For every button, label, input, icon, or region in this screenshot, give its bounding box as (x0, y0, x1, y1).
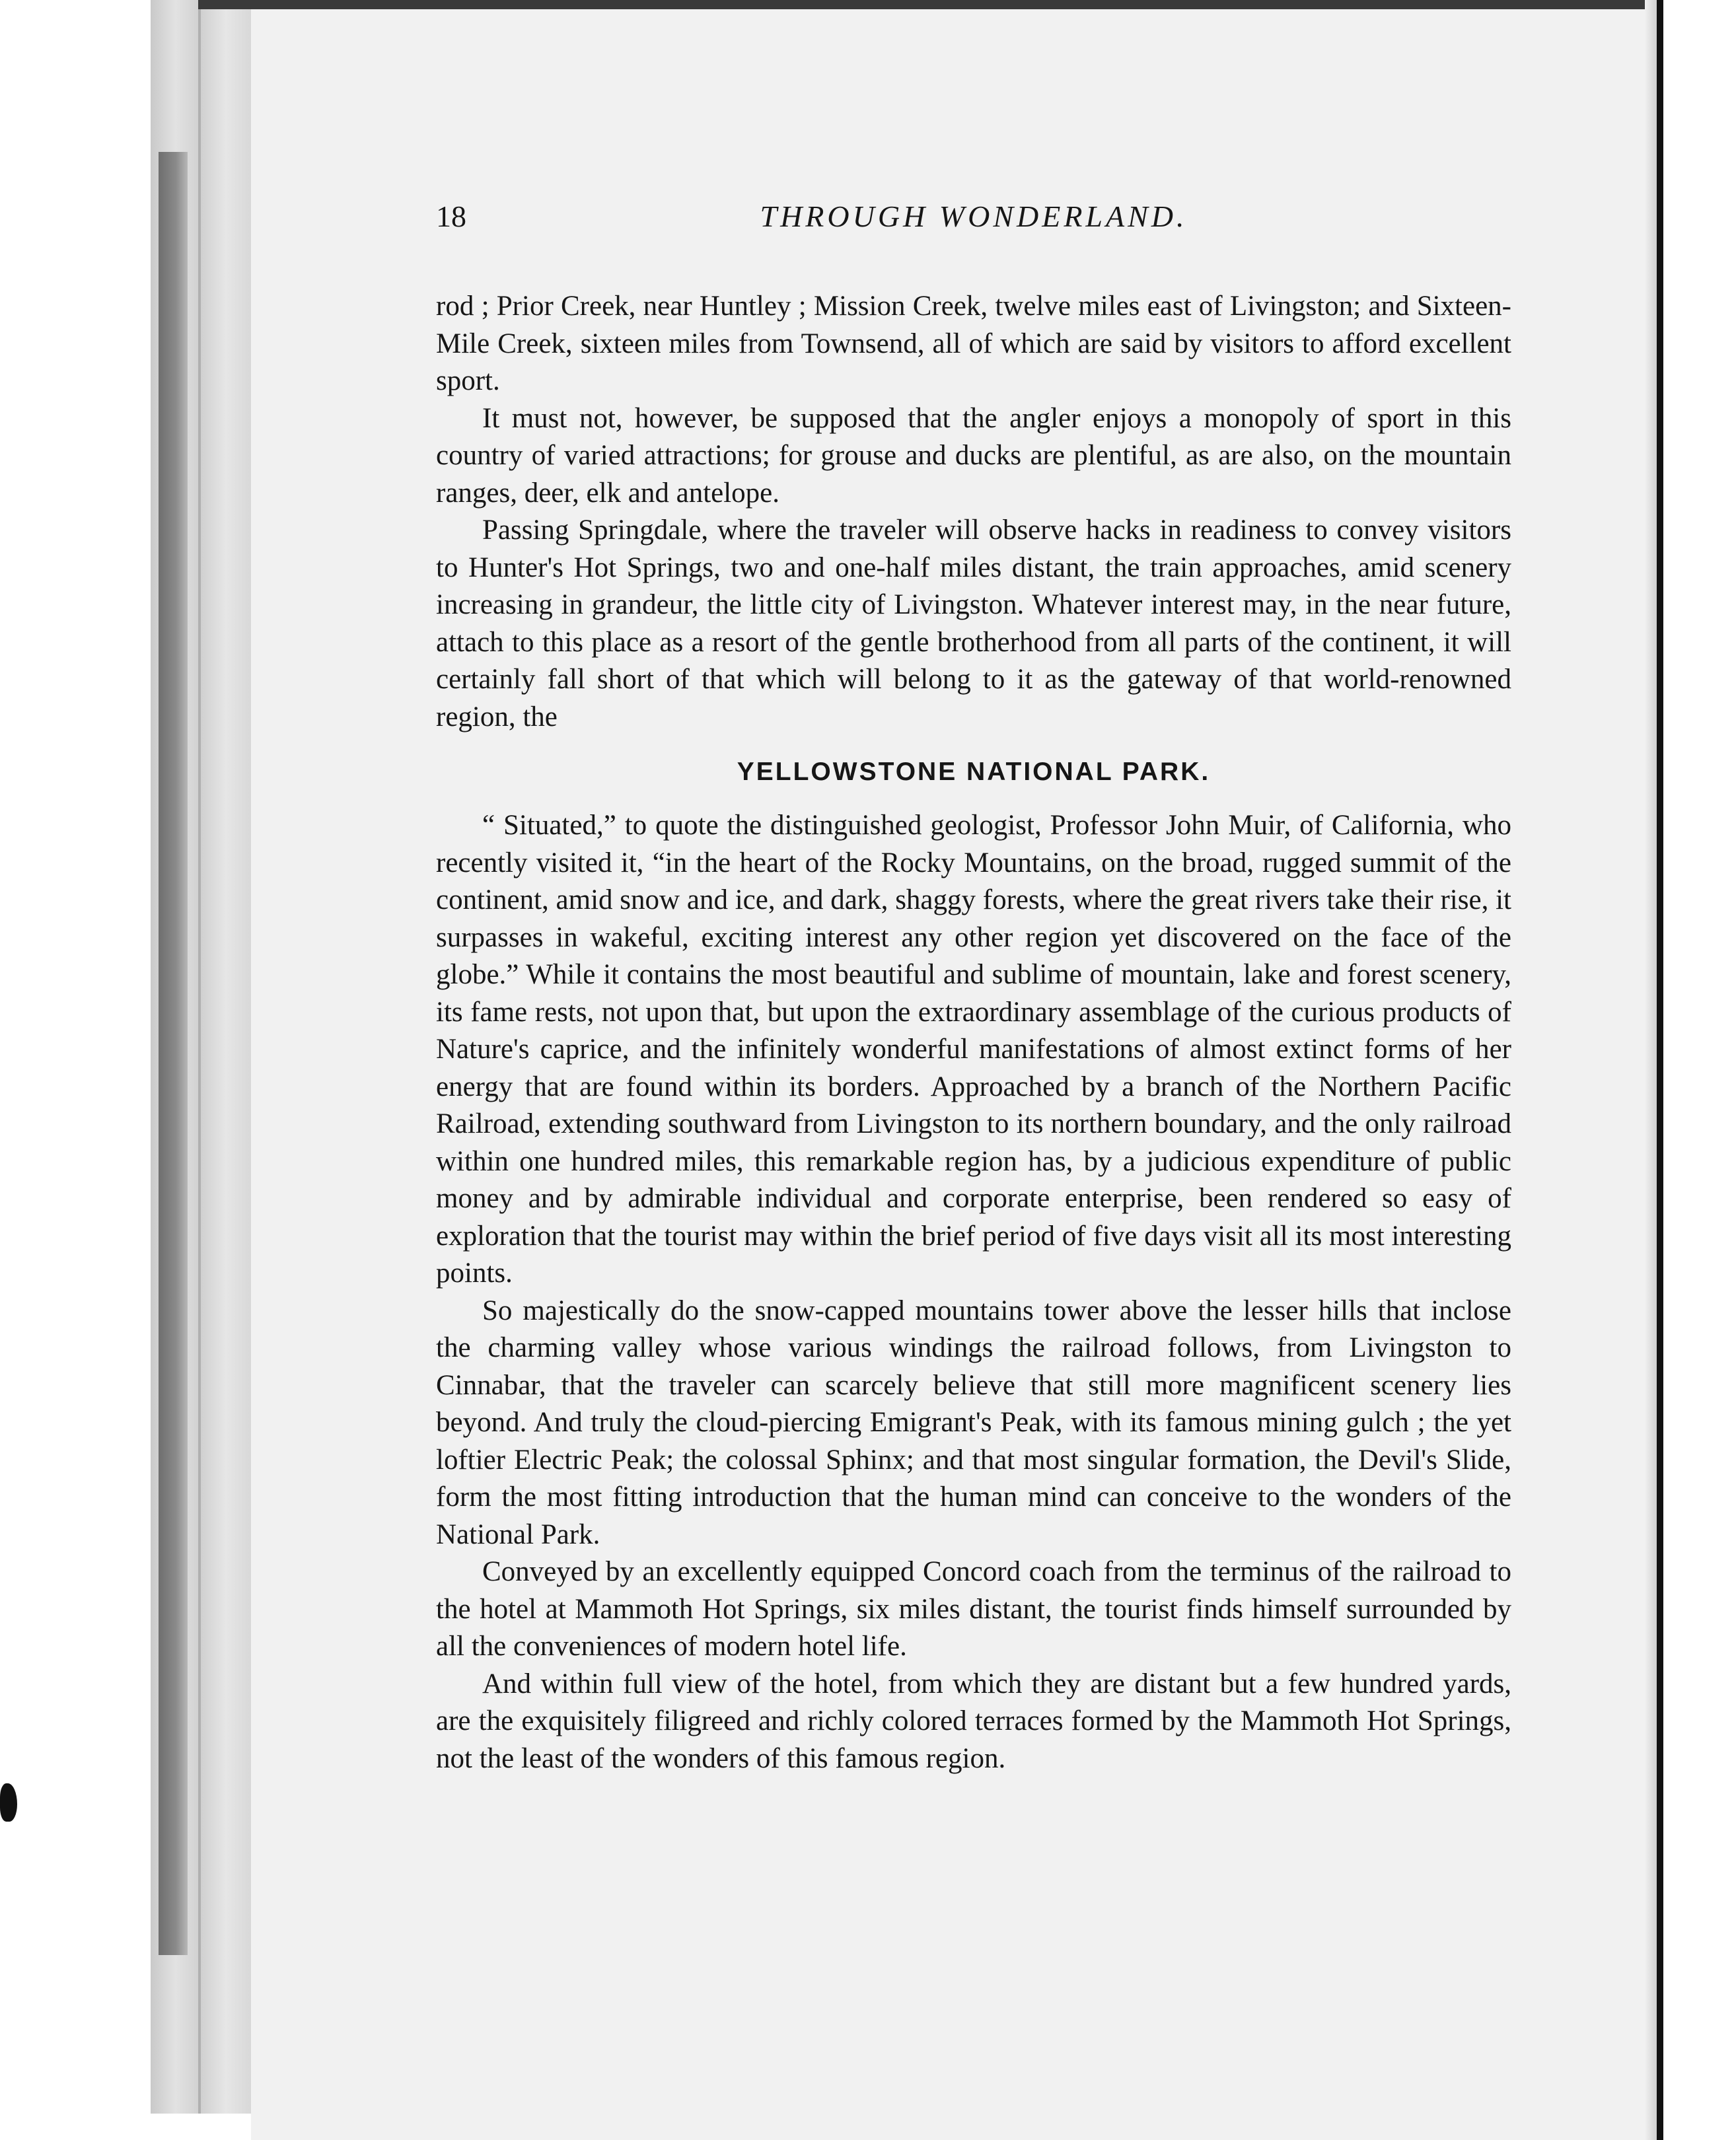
paragraph-continued: rod ; Prior Creek, near Huntley ; Mission Creek, twelve miles east of Livingston; and Sixteen-Mile Creek, sixteen miles from Townsend, all of which are said by visitors to afford excellent sport. (436, 291, 1511, 396)
paragraph: Passing Springdale, where the traveler will observe hacks in readiness to convey visitors to Hunter's Hot Springs, two and one-half miles distant, the train approaches, amid scenery increasing in grandeur, the little city of Livingston. Whatever interest may, in the near future, attach to this place as a resort of the gentle brotherhood from all parts of the continent, it will certainly fall short of that which will belong to it as the gateway of that world-renowned region, the (436, 515, 1511, 732)
paragraph: Conveyed by an excellently equipped Concord coach from the terminus of the railroad to the hotel at Mammoth Hot Springs, six miles distant, the tourist finds himself surrounded by all the conveniences of modern hotel life. (436, 1556, 1511, 1662)
paragraph: It must not, however, be supposed that the angler enjoys a monopoly of sport in this country of varied attractions; for grouse and ducks are plentiful, as are also, on the mountain ranges, deer, elk and antelope. (436, 402, 1511, 509)
top-border (198, 0, 1658, 9)
page-text (436, 198, 1511, 1777)
scan-speck (0, 1783, 17, 1822)
gutter-shade (1645, 0, 1657, 2140)
running-head (436, 198, 1511, 246)
paragraph: “ Situated,” to quote the distinguished geologist, Professor John Muir, of California, who recently visited it, “in the heart of the Rocky Mountains, on the broad, rugged summit of the continent, amid snow and ice, and dark, shaggy forests, where the great rivers take their rise, it surpasses in wakeful, exciting interest any other region yet discovered on the face of the globe.” While it contains the most beautiful and sublime of mountain, lake and forest scenery, its fame rests, not upon that, but upon the extraordinary assemblage of the curious products of Nature's caprice, and the infinitely wonderful manifestations of almost extinct forms of her energy that are found within its borders. Approached by a branch of the Northern Pacific Railroad, extending southward from Livingston to its northern boundary, and the only railroad within one hundred miles, this remarkable region has, by a judicious expenditure of public money and by admirable individual and corporate enterprise, been rendered so easy of exploration that the tourist may within the brief period of five days visit all its most interesting points. (436, 810, 1511, 1289)
running-title: THROUGH WONDERLAND. (760, 199, 1188, 233)
section-heading: YELLOWSTONE NATIONAL PARK. (737, 758, 1211, 786)
page-stack-shadow (159, 152, 188, 1955)
paragraph: And within full view of the hotel, from which they are distant but a few hundred yards, are the exquisitely filigreed and richly colored terraces formed by the Mammoth Hot Springs, not the least of the wonders of this famous region. (436, 1668, 1511, 1774)
page-number: 18 (436, 199, 466, 233)
page-stack-line (198, 0, 201, 2114)
right-page-edge (1657, 0, 1663, 2140)
paragraph: So majestically do the snow-capped mountains tower above the lesser hills that inclose the charming valley whose various windings the railroad follows, from Livingston to Cinnabar, that the traveler can scarcely believe that still more magnificent scenery lies beyond. And truly the cloud-piercing Emigrant's Peak, with its famous mining gulch ; the yet loftier Electric Peak; the colossal Sphinx; and that most singular formation, the Devil's Slide, form the most fitting introduction that the human mind can conceive to the wonders of the National Park. (436, 1295, 1511, 1550)
